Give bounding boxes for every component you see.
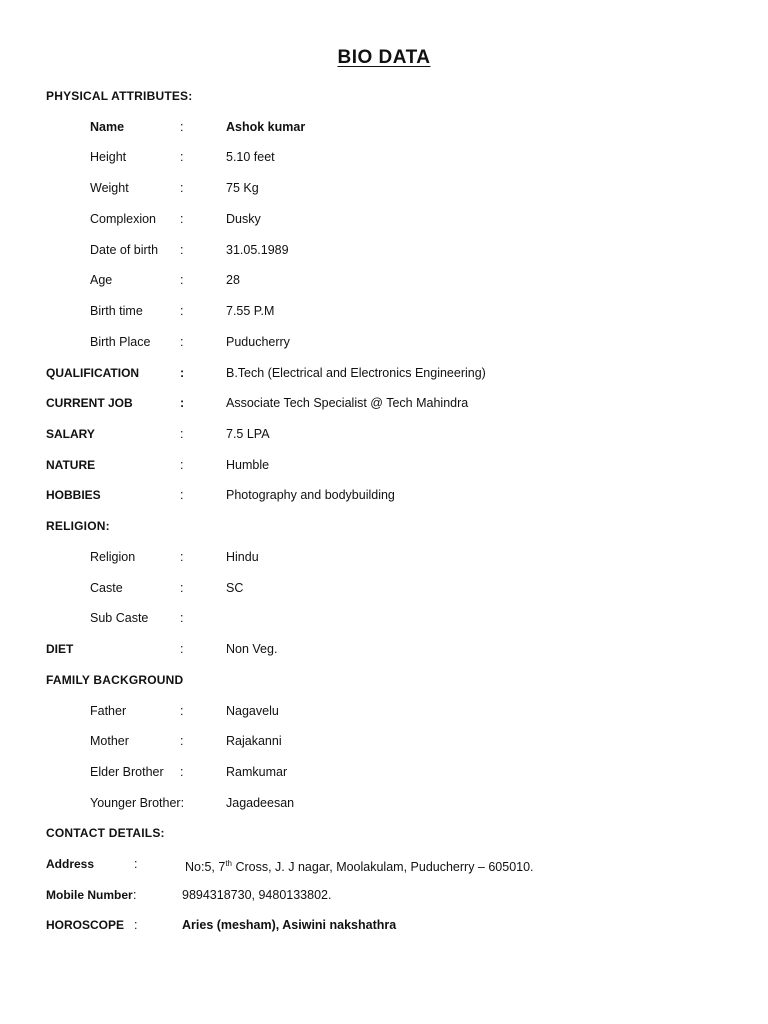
- colon: :: [134, 857, 138, 871]
- colon: :: [180, 458, 184, 472]
- colon: :: [180, 304, 184, 318]
- age-value: 28: [226, 273, 240, 287]
- address-part: No:5, 7: [185, 860, 226, 875]
- horoscope-label: HOROSCOPE: [46, 918, 125, 932]
- diet-label: DIET: [46, 642, 74, 656]
- colon: :: [180, 488, 184, 502]
- religion-value: Hindu: [226, 550, 259, 564]
- horoscope-value: Aries (mesham), Asiwini nakshathra: [182, 918, 397, 932]
- caste-value: SC: [226, 581, 244, 595]
- address-superscript: th: [225, 859, 232, 868]
- hobbies-value: Photography and bodybuilding: [226, 488, 395, 502]
- colon: :: [180, 181, 184, 195]
- elder-brother-label: Elder Brother: [90, 765, 164, 779]
- weight-value: 75 Kg: [226, 181, 259, 195]
- religion-label: Religion: [90, 550, 136, 564]
- address-part: Cross, J. J nagar, Moolakulam, Puducherry – 605010.: [231, 860, 534, 875]
- colon: :: [180, 704, 184, 718]
- family-background-heading: FAMILY BACKGROUND: [46, 673, 184, 687]
- weight-label: Weight: [90, 181, 129, 195]
- colon: :: [180, 765, 184, 779]
- page-title: [0, 47, 768, 69]
- contact-details-heading: CONTACT DETAILS:: [46, 826, 165, 840]
- colon: :: [180, 150, 184, 164]
- birth-time-value: 7.55 P.M: [226, 304, 275, 318]
- colon: :: [180, 273, 184, 287]
- age-label: Age: [90, 273, 113, 287]
- page-title-text: BIO DATA: [337, 47, 431, 68]
- complexion-label: Complexion: [90, 212, 157, 226]
- birth-place-value: Puducherry: [226, 335, 290, 349]
- birth-place-label: Birth Place: [90, 335, 151, 349]
- complexion-value: Dusky: [226, 212, 261, 226]
- current-job-label: CURRENT JOB: [46, 396, 133, 410]
- sub-caste-label: Sub Caste: [90, 611, 149, 625]
- colon: :: [180, 427, 184, 441]
- colon: :: [180, 212, 184, 226]
- qualification-label: QUALIFICATION: [46, 366, 140, 380]
- colon: :: [133, 888, 137, 902]
- colon: :: [180, 396, 185, 410]
- qualification-value: B.Tech (Electrical and Electronics Engineering): [226, 366, 486, 380]
- dob-label: Date of birth: [90, 243, 159, 257]
- caste-label: Caste: [90, 581, 123, 595]
- name-label: Name: [90, 120, 125, 134]
- dob-value: 31.05.1989: [226, 243, 289, 257]
- colon: :: [180, 243, 184, 257]
- mother-label: Mother: [90, 734, 129, 748]
- father-label: Father: [90, 704, 127, 718]
- hobbies-label: HOBBIES: [46, 488, 101, 502]
- colon: :: [180, 734, 184, 748]
- colon: :: [180, 642, 184, 656]
- physical-attributes-heading: PHYSICAL ATTRIBUTES:: [46, 89, 193, 103]
- religion-heading: RELIGION:: [46, 519, 110, 533]
- nature-value: Humble: [226, 458, 270, 472]
- younger-brother-label: Younger Brother:: [90, 796, 185, 810]
- colon: :: [180, 611, 184, 625]
- salary-value: 7.5 LPA: [226, 427, 270, 441]
- height-label: Height: [90, 150, 127, 164]
- diet-value: Non Veg.: [226, 642, 278, 656]
- current-job-value: Associate Tech Specialist @ Tech Mahindra: [226, 396, 469, 410]
- address-value: [185, 855, 534, 876]
- father-value: Nagavelu: [226, 704, 279, 718]
- colon: :: [180, 120, 184, 134]
- colon: :: [180, 581, 184, 595]
- mobile-value: 9894318730, 9480133802.: [182, 888, 332, 902]
- birth-time-label: Birth time: [90, 304, 143, 318]
- colon: :: [180, 550, 184, 564]
- younger-brother-value: Jagadeesan: [226, 796, 295, 810]
- colon: :: [180, 335, 184, 349]
- salary-label: SALARY: [46, 427, 95, 441]
- colon: :: [180, 366, 185, 380]
- height-value: 5.10 feet: [226, 150, 275, 164]
- name-value: Ashok kumar: [226, 120, 306, 134]
- address-label: Address: [46, 857, 95, 871]
- elder-brother-value: Ramkumar: [226, 765, 288, 779]
- colon: :: [134, 918, 138, 932]
- nature-label: NATURE: [46, 458, 96, 472]
- mother-value: Rajakanni: [226, 734, 282, 748]
- mobile-label: Mobile Number: [46, 888, 133, 902]
